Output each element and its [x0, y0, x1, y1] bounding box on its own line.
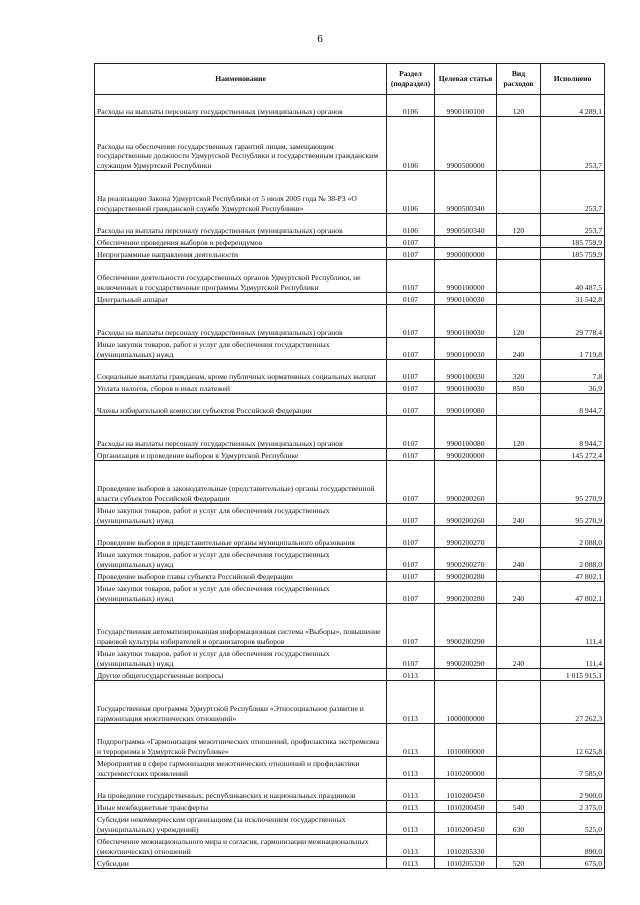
table-row — [95, 117, 605, 171]
row-name: Другие общегосударственные вопросы — [95, 669, 387, 681]
header-name: Наименование — [95, 64, 387, 95]
budget-table — [94, 63, 605, 869]
table-row — [95, 548, 605, 570]
row-name: Непрограммные направления деятельности — [95, 248, 387, 260]
row-amount: 8 944,7 — [541, 394, 605, 416]
row-target: 9900100000 — [435, 260, 497, 293]
row-name: Расходы на выплаты персоналу государственных (муниципальных) органов — [95, 416, 387, 449]
row-amount: 47 802,1 — [541, 570, 605, 582]
table-row — [95, 382, 605, 394]
row-name: Проведение выборов в представительные органы муниципального образования — [95, 526, 387, 548]
row-kind: 240 — [497, 548, 541, 570]
table-row — [95, 724, 605, 757]
row-amount: 1 015 915,1 — [541, 669, 605, 681]
row-amount: 47 802,1 — [541, 582, 605, 604]
row-amount: 31 542,8 — [541, 293, 605, 305]
row-name: Обеспечение межнационального мира и согласия, гармонизации межнациональных (межэтнических) отношений — [95, 835, 387, 857]
row-kind: 520 — [497, 857, 541, 869]
row-amount: 111,4 — [541, 647, 605, 669]
row-kind: 320 — [497, 360, 541, 382]
table-row — [95, 669, 605, 681]
row-amount: 525,0 — [541, 813, 605, 835]
row-amount: 253,7 — [541, 117, 605, 171]
table-row — [95, 293, 605, 305]
table-row — [95, 171, 605, 214]
row-kind: 120 — [497, 305, 541, 338]
row-target — [435, 669, 497, 681]
row-section: 0107 — [387, 293, 435, 305]
row-target: 9900200280 — [435, 582, 497, 604]
row-kind — [497, 681, 541, 724]
row-kind — [497, 779, 541, 801]
row-section: 0107 — [387, 449, 435, 461]
table-row — [95, 236, 605, 248]
table-row — [95, 813, 605, 835]
table-row — [95, 416, 605, 449]
row-kind: 240 — [497, 582, 541, 604]
table-row — [95, 248, 605, 260]
row-target: 9900200290 — [435, 647, 497, 669]
row-amount: 4 289,1 — [541, 95, 605, 117]
row-amount: 2 088,0 — [541, 526, 605, 548]
table-row — [95, 835, 605, 857]
header-kind: Вид расходов — [497, 64, 541, 95]
row-name: Иные закупки товаров, работ и услуг для обеспечения государственных (муниципальных) нужд — [95, 647, 387, 669]
row-name: На проведение государственных, республиканских и национальных праздников — [95, 779, 387, 801]
row-target: 9900000000 — [435, 248, 497, 260]
row-section: 0113 — [387, 857, 435, 869]
row-name: Центральный аппарат — [95, 293, 387, 305]
table-row — [95, 461, 605, 504]
row-section: 0107 — [387, 338, 435, 360]
row-amount: 253,7 — [541, 171, 605, 214]
row-target: 9900100030 — [435, 293, 497, 305]
row-target: 9900200280 — [435, 570, 497, 582]
row-kind — [497, 757, 541, 779]
row-section: 0107 — [387, 504, 435, 526]
row-target: 1010205330 — [435, 835, 497, 857]
row-name: Расходы на выплаты персоналу государственных (муниципальных) органов — [95, 95, 387, 117]
row-kind — [497, 669, 541, 681]
row-target: 1010205330 — [435, 857, 497, 869]
row-amount: 27 262,3 — [541, 681, 605, 724]
table-row — [95, 338, 605, 360]
table-row — [95, 260, 605, 293]
row-target: 9900100030 — [435, 338, 497, 360]
row-kind — [497, 236, 541, 248]
row-amount: 7 585,0 — [541, 757, 605, 779]
table-row — [95, 582, 605, 604]
row-section: 0113 — [387, 724, 435, 757]
table-row — [95, 757, 605, 779]
row-kind — [497, 248, 541, 260]
row-section: 0107 — [387, 248, 435, 260]
row-target: 9900200290 — [435, 604, 497, 647]
row-amount: 36,9 — [541, 382, 605, 394]
table-row — [95, 214, 605, 236]
table-row — [95, 526, 605, 548]
row-target: 1010200450 — [435, 779, 497, 801]
row-name: Члены избирательной комиссии субъектов Российской Федерации — [95, 394, 387, 416]
row-target: 9900500340 — [435, 171, 497, 214]
row-name: Подпрограмма «Гармонизация межэтнических отношений, профилактика экстремизма и терроризма в Удмуртской Республике» — [95, 724, 387, 757]
row-name: Расходы на выплаты персоналу государственных (муниципальных) органов — [95, 305, 387, 338]
row-kind — [497, 526, 541, 548]
row-section: 0107 — [387, 461, 435, 504]
row-kind: 630 — [497, 813, 541, 835]
table-row — [95, 604, 605, 647]
row-amount: 8 944,7 — [541, 416, 605, 449]
table-row — [95, 647, 605, 669]
row-kind — [497, 461, 541, 504]
row-section: 0106 — [387, 214, 435, 236]
row-target: 9900200260 — [435, 461, 497, 504]
row-kind: 850 — [497, 382, 541, 394]
row-section: 0107 — [387, 548, 435, 570]
row-name: Проведение выборов в законодательные (представительные) органы государственной власти субъектов Российской Федерации — [95, 461, 387, 504]
row-section: 0107 — [387, 604, 435, 647]
row-target: 9900100100 — [435, 95, 497, 117]
row-section: 0107 — [387, 260, 435, 293]
row-target: 1010000000 — [435, 724, 497, 757]
table-row — [95, 394, 605, 416]
row-name: Обеспечение проведения выборов и референдумов — [95, 236, 387, 248]
row-amount: 185 759,9 — [541, 236, 605, 248]
row-name: Расходы на выплаты персоналу государственных (муниципальных) органов — [95, 214, 387, 236]
table-row — [95, 504, 605, 526]
row-section: 0113 — [387, 757, 435, 779]
table-row — [95, 95, 605, 117]
row-amount: 2 900,0 — [541, 779, 605, 801]
row-name: Субсидии — [95, 857, 387, 869]
row-name: Иные закупки товаров, работ и услуг для обеспечения государственных (муниципальных) нужд — [95, 582, 387, 604]
row-kind — [497, 171, 541, 214]
row-name: Проведение выборов главы субъекта Российской Федерации — [95, 570, 387, 582]
row-kind — [497, 570, 541, 582]
row-section: 0113 — [387, 835, 435, 857]
row-target: 9900500000 — [435, 117, 497, 171]
row-section: 0107 — [387, 360, 435, 382]
row-name: Иные закупки товаров, работ и услуг для обеспечения государственных (муниципальных) нужд — [95, 548, 387, 570]
row-name: Иные закупки товаров, работ и услуг для обеспечения государственных (муниципальных) нужд — [95, 338, 387, 360]
row-kind: 120 — [497, 95, 541, 117]
table-row — [95, 801, 605, 813]
row-target: 9900100030 — [435, 305, 497, 338]
row-amount: 95 270,9 — [541, 461, 605, 504]
row-name: Организация и проведение выборов в Удмуртской Республике — [95, 449, 387, 461]
row-target: 1010200450 — [435, 813, 497, 835]
row-target — [435, 236, 497, 248]
row-target: 9900100080 — [435, 416, 497, 449]
row-amount: 40 487,5 — [541, 260, 605, 293]
table-body — [95, 95, 605, 869]
row-name: Иные закупки товаров, работ и услуг для обеспечения государственных (муниципальных) нужд — [95, 504, 387, 526]
table-header-row — [95, 64, 605, 95]
row-target: 1010200450 — [435, 801, 497, 813]
row-amount: 95 270,9 — [541, 504, 605, 526]
row-kind: 120 — [497, 214, 541, 236]
row-section: 0107 — [387, 236, 435, 248]
row-section: 0107 — [387, 570, 435, 582]
table-row — [95, 857, 605, 869]
row-kind — [497, 449, 541, 461]
row-section: 0106 — [387, 117, 435, 171]
row-amount: 7,8 — [541, 360, 605, 382]
row-name: На реализацию Закона Удмуртской Республики от 5 июля 2005 года № 38-РЗ «О государственной гражданской службе Удмуртской Республики» — [95, 171, 387, 214]
page-number: 6 — [317, 33, 323, 45]
row-target: 1010200000 — [435, 757, 497, 779]
row-target: 9900100030 — [435, 382, 497, 394]
row-kind: 240 — [497, 338, 541, 360]
row-section: 0113 — [387, 669, 435, 681]
header-section: Раздел (подраздел) — [387, 64, 435, 95]
row-name: Иные межбюджетные трансферты — [95, 801, 387, 813]
row-name: Мероприятия в сфере гармонизации межэтнических отношений и профилактики экстремистских проявлений — [95, 757, 387, 779]
row-amount: 675,0 — [541, 857, 605, 869]
row-target: 9900200260 — [435, 504, 497, 526]
row-section: 0107 — [387, 416, 435, 449]
row-kind: 240 — [497, 504, 541, 526]
row-section: 0107 — [387, 647, 435, 669]
row-kind: 240 — [497, 647, 541, 669]
row-section: 0113 — [387, 801, 435, 813]
row-name: Расходы на обеспечение государственных гарантий лицам, замещающим государственные должности Удмуртской Республики и государственным гражданским служащим Удмуртской Республики — [95, 117, 387, 171]
header-amount: Исполнено — [541, 64, 605, 95]
table-row — [95, 360, 605, 382]
row-section: 0113 — [387, 813, 435, 835]
row-section: 0107 — [387, 305, 435, 338]
row-amount: 29 778,4 — [541, 305, 605, 338]
header-target: Целевая статья — [435, 64, 497, 95]
row-name: Государственная автоматизированная информационная система «Выборы», повышение правовой культуры избирателей и организаторов выборов — [95, 604, 387, 647]
row-kind — [497, 117, 541, 171]
row-kind: 540 — [497, 801, 541, 813]
row-name: Обеспечение деятельности государственных органов Удмуртской Республики, не включенных в государственные программы Удмуртской Республики — [95, 260, 387, 293]
row-amount: 111,4 — [541, 604, 605, 647]
row-kind — [497, 835, 541, 857]
table-row — [95, 305, 605, 338]
row-target: 9900200000 — [435, 449, 497, 461]
row-section: 0113 — [387, 681, 435, 724]
table-row — [95, 779, 605, 801]
row-target: 9900200270 — [435, 548, 497, 570]
table-row — [95, 570, 605, 582]
row-amount: 1 719,8 — [541, 338, 605, 360]
table-row — [95, 681, 605, 724]
row-kind — [497, 293, 541, 305]
row-target: 9900100080 — [435, 394, 497, 416]
table-row — [95, 449, 605, 461]
row-amount: 253,7 — [541, 214, 605, 236]
row-kind — [497, 394, 541, 416]
row-target: 1000000000 — [435, 681, 497, 724]
row-target: 9900100030 — [435, 360, 497, 382]
row-target: 9900500340 — [435, 214, 497, 236]
row-kind — [497, 604, 541, 647]
row-amount: 890,0 — [541, 835, 605, 857]
row-name: Субсидии некоммерческим организациям (за исключением государственных (муниципальных) учреждений) — [95, 813, 387, 835]
row-section: 0106 — [387, 171, 435, 214]
row-kind — [497, 260, 541, 293]
row-name: Уплата налогов, сборов и иных платежей — [95, 382, 387, 394]
row-section: 0113 — [387, 779, 435, 801]
row-amount: 12 625,8 — [541, 724, 605, 757]
row-name: Социальные выплаты гражданам, кроме публичных нормативных социальных выплат — [95, 360, 387, 382]
row-kind — [497, 724, 541, 757]
row-section: 0106 — [387, 95, 435, 117]
row-name: Государственная программа Удмуртской Республики «Этносоциальное развитие и гармонизация межэтнических отношений» — [95, 681, 387, 724]
row-section: 0107 — [387, 526, 435, 548]
row-section: 0107 — [387, 394, 435, 416]
row-section: 0107 — [387, 382, 435, 394]
row-amount: 185 759,9 — [541, 248, 605, 260]
row-amount: 2 088,0 — [541, 548, 605, 570]
row-amount: 145 272,4 — [541, 449, 605, 461]
row-section: 0107 — [387, 582, 435, 604]
row-amount: 2 375,0 — [541, 801, 605, 813]
row-kind: 120 — [497, 416, 541, 449]
row-target: 9900200270 — [435, 526, 497, 548]
